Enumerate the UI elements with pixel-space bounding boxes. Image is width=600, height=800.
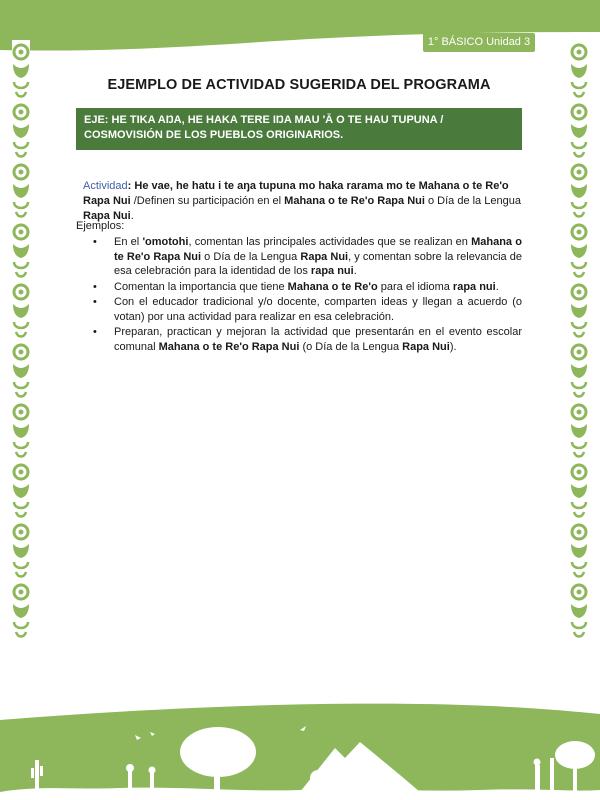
example-text: , y comentan sobre la relevancia de esa celebración para la identidad de los xyxy=(114,250,522,277)
example-text: Comentan la importancia que tiene xyxy=(114,280,288,293)
examples-label: Ejemplos: xyxy=(76,220,125,232)
activity-text-1: o Día de la Lengua xyxy=(424,195,521,207)
example-text: para el idioma xyxy=(377,280,453,293)
example-bold-text: Mahana o te Re'o xyxy=(287,280,378,293)
activity-title-rapanui: He vae, he hatu i te aŋa tupuna mo haka rarama mo te Mahana o te Re'o Rapa Nui xyxy=(83,180,509,207)
example-bold-text: 'omotohi xyxy=(142,236,189,248)
example-bold-text: Mahana o te Re'o Rapa Nui xyxy=(158,340,300,353)
activity-separator: /Definen su participación en el xyxy=(130,195,285,207)
eje-banner xyxy=(76,108,522,150)
example-bold-text: rapa nui xyxy=(452,280,496,293)
example-item xyxy=(114,235,522,279)
example-bold-text: Mahana o te Re'o Rapa Nui xyxy=(114,236,522,263)
unit-badge: 1° BÁSICO Unidad 3 xyxy=(423,33,535,52)
badge-connector xyxy=(434,18,437,34)
example-text: . xyxy=(495,280,499,293)
activity-paragraph xyxy=(83,179,523,224)
eje-text: EJE: HE TIKA AŊA, HE HAKA TERE IŊA MAU 'Ā O TE HAU TUPUNA / COSMOVISIÓN DE LOS PUEBLOS ORIGINARIOS. xyxy=(84,114,444,141)
activity-bold-2: Rapa Nui xyxy=(83,210,131,222)
example-bold-text: Rapa Nui xyxy=(402,340,450,353)
example-item xyxy=(114,280,522,295)
example-text: Preparan, practican y mejoran la actividad que presentarán en el evento escolar comunal xyxy=(114,326,522,353)
example-text: En el xyxy=(114,236,143,248)
footer-landscape-decoration xyxy=(0,700,600,800)
activity-bold-1: Mahana o te Re'o Rapa Nui xyxy=(284,195,425,207)
example-item xyxy=(114,325,522,354)
example-text: , comentan las principales actividades que se realizan en xyxy=(188,236,472,248)
page-title: EJEMPLO DE ACTIVIDAD SUGERIDA DEL PROGRAMA xyxy=(107,77,491,93)
example-text: (o Día de la Lengua xyxy=(299,340,403,353)
activity-colon: : xyxy=(127,180,135,192)
examples-list xyxy=(76,235,522,355)
left-ornament-border xyxy=(10,40,32,640)
example-text: . xyxy=(353,265,357,277)
example-text: Con el educador tradicional y/o docente, comparten ideas y llegan a acuerdo (o votan) por una actividad para realizar en esa celebración. xyxy=(114,296,522,323)
right-ornament-border xyxy=(568,40,590,640)
activity-text-2: . xyxy=(130,210,134,222)
example-bold-text: rapa nui xyxy=(310,265,354,277)
example-bold-text: Rapa Nui xyxy=(300,250,349,263)
example-text: ). xyxy=(449,340,457,353)
example-text: o Día de la Lengua xyxy=(201,250,301,263)
activity-label: Actividad xyxy=(83,180,128,192)
example-item xyxy=(114,295,522,324)
